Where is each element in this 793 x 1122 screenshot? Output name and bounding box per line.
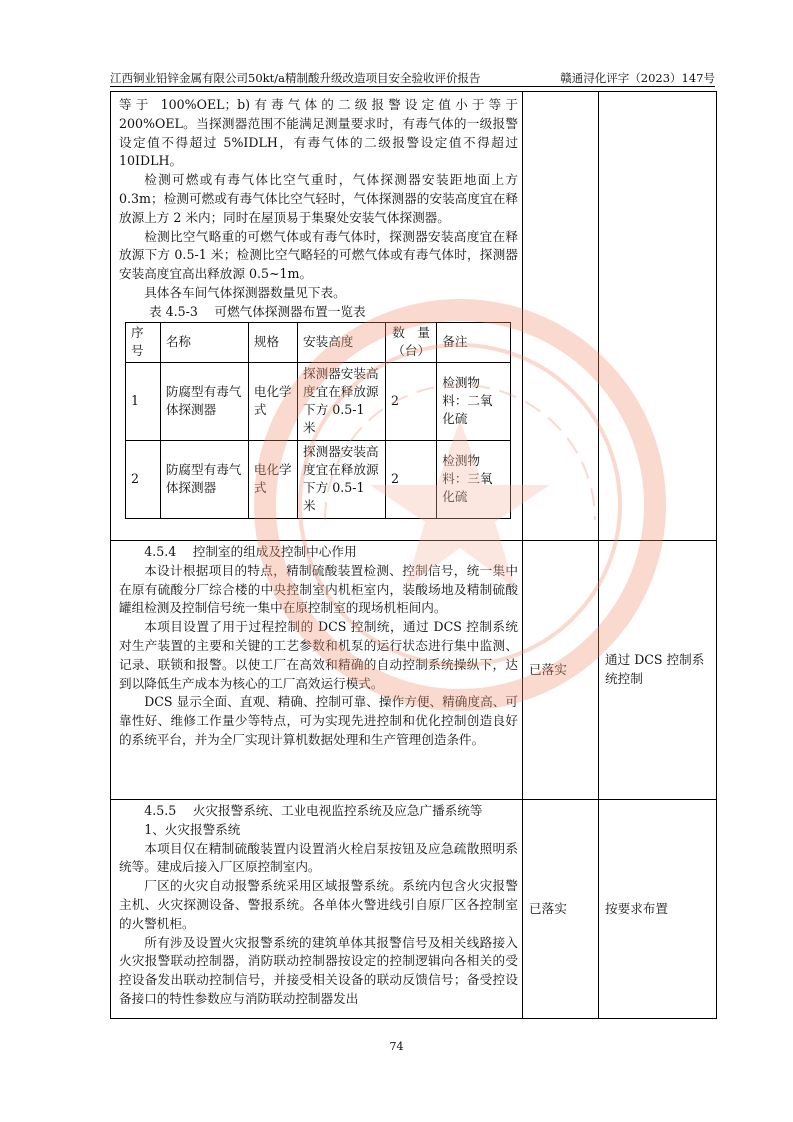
detector-table-header (126, 322, 511, 362)
cell: 电化学式 (248, 362, 297, 440)
cell: 2 (386, 362, 437, 440)
status-cell (523, 92, 599, 541)
content-cell (111, 800, 523, 1019)
table-caption: 表 4.5-3 可燃气体探测器布置一览表 (149, 303, 366, 319)
cell: 防腐型有毒气体探测器 (160, 440, 248, 518)
table-row (111, 800, 717, 1019)
cell: 防腐型有毒气体探测器 (160, 362, 248, 440)
subsection-heading: 1、火灾报警系统 (144, 821, 241, 837)
header-cell: 规格 (248, 322, 297, 362)
detector-table (125, 322, 511, 519)
note-cell: 通过 DCS 控制系统控制 (599, 541, 717, 800)
header-cell: 数 量（台） (386, 322, 437, 362)
header-cell: 备注 (437, 322, 511, 362)
paragraph: 检测比空气略重的可燃气体或有毒气体时，探测器安装高度宜在释放源下方 0.5-1 米；检测比空气略轻的可燃气体或有毒气体时，探测器安装高度宜高出释放源 0.5~1m。 (119, 228, 518, 282)
table-row (126, 440, 511, 518)
cell: 1 (126, 362, 161, 440)
cell: 2 (386, 440, 437, 518)
paragraph: 检测可燃或有毒气体比空气重时，气体探测器安装距地面上方 0.3m；检测可燃或有毒气体比空气轻时，气体探测器的安装高度宜在释放源上方 2 米内；同时在屋顶易于集聚处安装气体探测器。 (119, 172, 518, 225)
note-cell: 按要求布置 (599, 800, 717, 1019)
cell: 电化学式 (248, 440, 297, 518)
table-row (126, 362, 511, 440)
page-header (110, 70, 715, 87)
status-cell: 已落实 (523, 541, 599, 800)
paragraph: 等于 100%OEL；b)有毒气体的二级报警设定值小于等于 200%OEL。当探测器范围不能满足测量要求时，有毒气体的一级报警设定值不得超过 5%IDLH，有毒气体的二级报警设定值不得超过 10IDLH。 (119, 97, 518, 169)
paragraph: 本设计根据项目的特点，精制硫酸装置检测、控制信号，统一集中在原有硫酸分厂综合楼的中央控制室内机柜室内，装酸场地及精制硫酸罐组检测及控制信号统一集中在原控制室的现场机柜间内。 (119, 562, 518, 616)
header-cell: 安装高度 (298, 322, 386, 362)
table-row (111, 541, 717, 800)
header-cell: 序号 (126, 322, 161, 362)
cell: 检测物料：二氧化硫 (437, 362, 511, 440)
section-heading: 4.5.5 火灾报警系统、工业电视监控系统及应急广播系统等 (144, 803, 483, 818)
content-cell (111, 92, 523, 541)
table-row (111, 92, 717, 541)
paragraph: 所有涉及设置火灾报警系统的建筑单体其报警信号及相关线路接入火灾报警联动控制器，消防联动控制器按设定的控制逻辑向各相关的受控设备发出联动控制信号，并接受相关设备的联动反馈信号；备受控设备接口的特性参数应与消防联动控制器发出 (119, 934, 518, 1006)
paragraph: 厂区的火灾自动报警系统采用区域报警系统。系统内包含火灾报警主机、火灾探测设备、警报系统。各单体火警进线引自原厂区各控制室的火警机柜。 (119, 878, 518, 931)
section-heading: 4.5.4 控制室的组成及控制中心作用 (144, 544, 357, 559)
cell: 检测物料：三氧化硫 (437, 440, 511, 518)
note-cell (599, 92, 717, 541)
cell: 探测器安装高度宜在释放源下方 0.5-1 米 (298, 362, 386, 440)
paragraph: 具体各车间气体探测器数量见下表。 (144, 284, 346, 300)
verification-table (110, 91, 717, 1019)
status-cell: 已落实 (523, 800, 599, 1019)
content-cell (111, 541, 523, 800)
cell: 探测器安装高度宜在释放源下方 0.5-1 米 (298, 440, 386, 518)
header-cell: 名称 (160, 322, 248, 362)
paragraph: 本项目设置了用于过程控制的 DCS 控制统，通过 DCS 控制系统对生产装置的主要和关键的工艺参数和机泵的运行状态进行集中监测、记录、联锁和报警。以使工厂在高效和精确的自动控制系统操纵下，达到以降低生产成本为核心的工厂高效运行模式。 (119, 619, 518, 691)
header-report-number: 赣通浔化评字（2023）147号 (560, 71, 715, 85)
paragraph: 本项目仅在精制硫酸装置内设置消火栓启泵按钮及应急疏散照明系统等。建成后接入厂区原控制室内。 (119, 840, 518, 875)
page-number: 74 (389, 1040, 404, 1053)
header-report-title: 江西铜业铅锌金属有限公司50kt/a精制酸升级改造项目安全验收评价报告 (110, 71, 481, 85)
cell: 2 (126, 440, 161, 518)
paragraph: DCS 显示全面、直观、精确、控制可靠、操作方便、精确度高、可靠性好、维修工作量少等特点，可为实现先进控制和优化控制创造良好的系统平台，并为全厂实现计算机数据处理和生产管理创造条件。 (119, 694, 518, 747)
